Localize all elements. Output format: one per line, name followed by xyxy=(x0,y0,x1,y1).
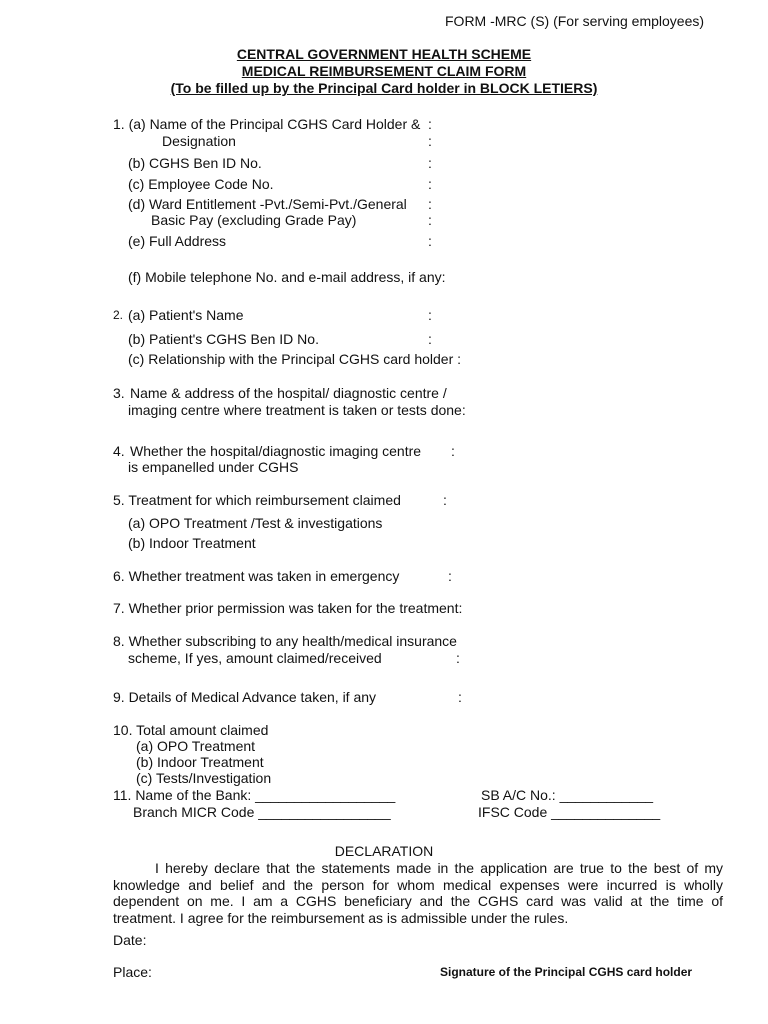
declaration-title: DECLARATION xyxy=(334,843,434,859)
q4-label-line2: is empanelled under CGHS xyxy=(128,459,299,475)
q7-label: 7. Whether prior permission was taken for the treatment: xyxy=(113,600,463,616)
signature-label: Signature of the Principal CGHS card holder xyxy=(440,965,693,979)
q1a-designation-label: Designation xyxy=(162,133,236,149)
q11-micr-field: Branch MICR Code _________________ xyxy=(133,804,391,820)
q2a-colon: : xyxy=(428,307,432,323)
q8-colon: : xyxy=(456,650,460,666)
q4-number: 4. xyxy=(113,443,125,459)
q1a-label: 1. (a) Name of the Principal CGHS Card Holder & xyxy=(113,116,421,132)
q5-colon: : xyxy=(443,492,447,508)
q11-sb-account-field: SB A/C No.: ____________ xyxy=(481,787,654,803)
q1f-label: (f) Mobile telephone No. and e-mail address, if any: xyxy=(128,269,446,285)
q9-label: 9. Details of Medical Advance taken, if any xyxy=(113,689,377,705)
form-title: MEDICAL REIMBURSEMENT CLAIM FORM xyxy=(241,63,527,79)
q2b-colon: : xyxy=(428,331,432,347)
q8-label-line2: scheme, If yes, amount claimed/received xyxy=(128,650,382,666)
form-code: FORM -MRC (S) (For serving employees) xyxy=(445,13,705,29)
q1e-label: (e) Full Address xyxy=(128,233,227,249)
q3-label-line2: imaging centre where treatment is taken or tests done: xyxy=(128,402,466,418)
q1d-basic-pay-label: Basic Pay (excluding Grade Pay) xyxy=(151,212,357,228)
q10b-label: (b) Indoor Treatment xyxy=(136,754,264,770)
q1b-colon: : xyxy=(428,155,432,171)
q2b-label: (b) Patient's CGHS Ben ID No. xyxy=(128,331,319,347)
q1c-colon: : xyxy=(428,176,432,192)
q3-number: 3. xyxy=(113,385,125,401)
q10a-label: (a) OPO Treatment xyxy=(136,738,256,754)
q5a-label: (a) OPO Treatment /Test & investigations xyxy=(128,515,383,531)
q1d-label: (d) Ward Entitlement -Pvt./Semi-Pvt./General xyxy=(128,196,407,212)
q6-colon: : xyxy=(448,568,452,584)
q8-label: 8. Whether subscribing to any health/medical insurance xyxy=(113,633,457,649)
q1a-colon: : xyxy=(428,116,432,132)
date-label: Date: xyxy=(113,932,147,948)
place-label: Place: xyxy=(113,964,152,980)
scheme-title: CENTRAL GOVERNMENT HEALTH SCHEME xyxy=(236,46,532,62)
q1d-colon: : xyxy=(428,196,432,212)
q3-label: Name & address of the hospital/ diagnostic centre / xyxy=(130,385,447,401)
declaration-text-block xyxy=(113,860,723,926)
q11-ifsc-field: IFSC Code ______________ xyxy=(478,804,661,820)
q1c-label: (c) Employee Code No. xyxy=(128,176,274,192)
q10-label: 10. Total amount claimed xyxy=(113,722,269,738)
form-instruction: (To be filled up by the Principal Card holder in BLOCK LETIERS) xyxy=(170,80,598,96)
q2c-label: (c) Relationship with the Principal CGHS card holder : xyxy=(128,351,462,367)
q4-colon: : xyxy=(451,443,455,459)
q1d-basic-pay-colon: : xyxy=(428,212,432,228)
q9-colon: : xyxy=(458,689,462,705)
q10c-label: (c) Tests/Investigation xyxy=(136,770,272,786)
q2a-label: (a) Patient's Name xyxy=(128,307,244,323)
q1b-label: (b) CGHS Ben ID No. xyxy=(128,155,262,171)
q6-label: 6. Whether treatment was taken in emergency xyxy=(113,568,400,584)
q5b-label: (b) Indoor Treatment xyxy=(128,535,256,551)
declaration-text: I hereby declare that the statements made in the application are true to the best of my knowledge and belief and the person for whom medical expenses were incurred is wholly dependent on me. I am a CGHS beneficiary and the CGHS card was valid at the time of treatment. I agree for the reimbursement as is admissible under the rules. xyxy=(113,860,723,926)
q1a-designation-colon: : xyxy=(428,133,432,149)
q11-bank-name-field: 11. Name of the Bank: __________________ xyxy=(113,787,396,803)
q2-number: 2. xyxy=(113,308,124,322)
q1e-colon: : xyxy=(428,233,432,249)
q5-label: 5. Treatment for which reimbursement claimed xyxy=(113,492,401,508)
q4-label: Whether the hospital/diagnostic imaging centre xyxy=(130,443,422,459)
